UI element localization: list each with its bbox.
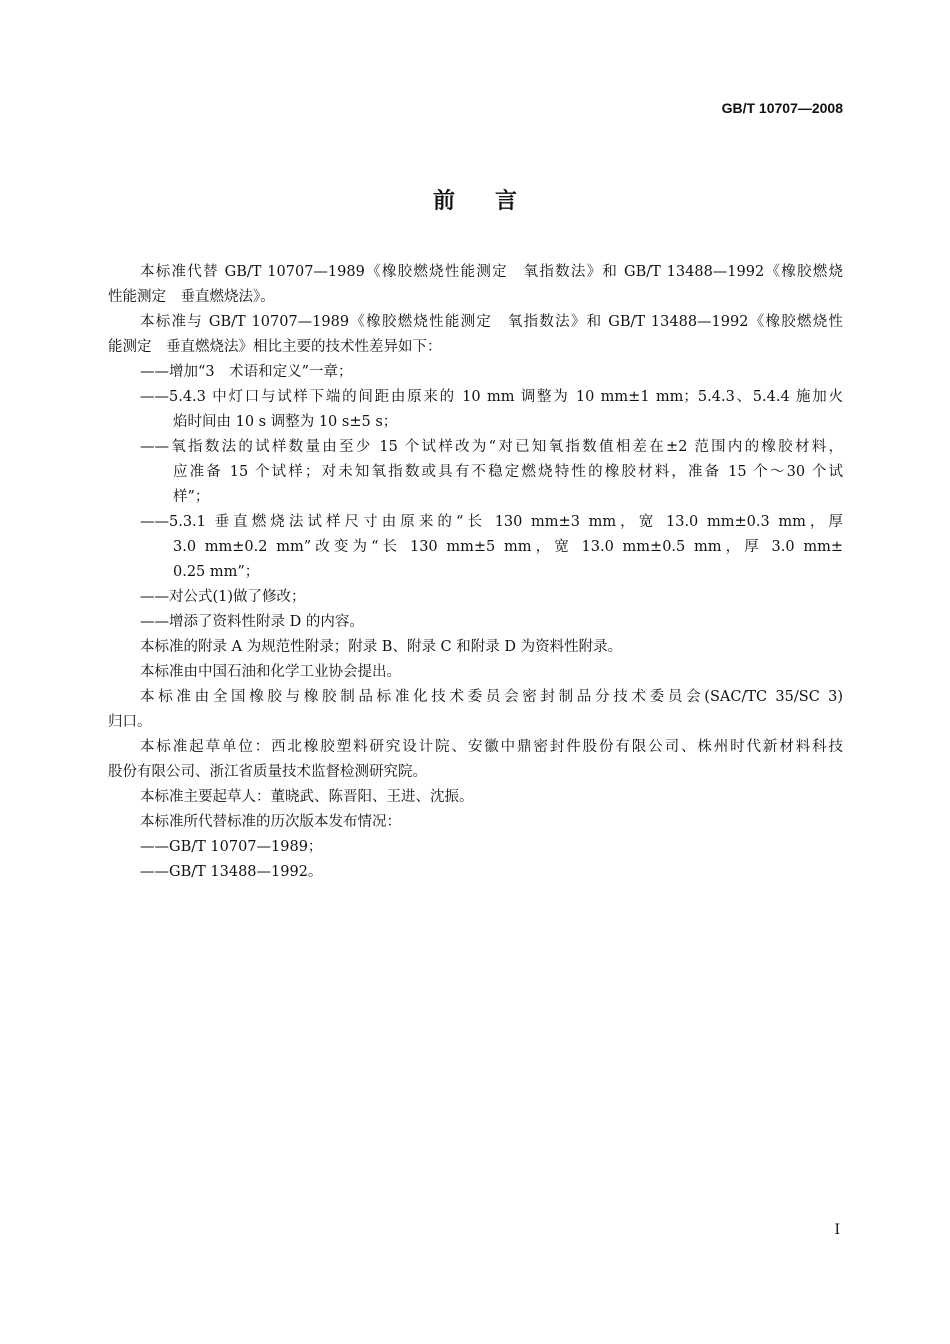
text-line: 本标准起草单位：西北橡胶塑料研究设计院、安徽中鼎密封件股份有限公司、株州时代新材料科技 <box>140 739 843 755</box>
text-line: ——对公式(1)做了修改； <box>140 589 306 605</box>
text-line: ——GB/T 10707—1989； <box>140 839 323 855</box>
paragraph <box>108 660 843 685</box>
list-item <box>108 385 843 435</box>
paragraph <box>108 735 843 785</box>
list-item <box>108 435 843 510</box>
page-number: I <box>834 1222 840 1238</box>
text-line: ——增加“3 术语和定义”一章； <box>140 364 353 380</box>
text-line: 归口。 <box>108 714 152 730</box>
text-line: ——GB/T 13488—1992。 <box>140 864 323 880</box>
text-line: 能测定 垂直燃烧法》相比主要的技术性差异如下： <box>108 339 442 355</box>
text-line: 本标准所代替标准的历次版本发布情况： <box>140 814 401 830</box>
text-line: 本标准由中国石油和化学工业协会提出。 <box>140 664 401 680</box>
text-line: ——氧指数法的试样数量由至少 15 个试样改为“对已知氧指数值相差在±2 范围内的橡胶材料， <box>140 439 843 455</box>
text-line: 本标准与 GB/T 10707—1989《橡胶燃烧性能测定 氧指数法》和 GB/T 13488—1992《橡胶燃烧性 <box>140 314 843 330</box>
text-line: 性能测定 垂直燃烧法》。 <box>108 289 275 305</box>
paragraph <box>108 785 843 810</box>
text-line: 本标准主要起草人：董晓武、陈晋阳、王进、沈振。 <box>140 789 474 805</box>
document-body <box>108 260 843 885</box>
paragraph <box>108 310 843 360</box>
text-line: 3.0 mm±0.2 mm”改变为“长 130 mm±5 mm，宽 13.0 mm±0.5 mm，厚 3.0 mm± <box>173 539 843 555</box>
page-title: 前言 <box>432 188 557 214</box>
text-line: 股份有限公司、浙江省质量技术监督检测研究院。 <box>108 764 427 780</box>
paragraph <box>108 685 843 735</box>
text-line: 本标准的附录 A 为规范性附录；附录 B、附录 C 和附录 D 为资料性附录。 <box>140 639 623 655</box>
text-line: ——增添了资料性附录 D 的内容。 <box>140 614 364 630</box>
text-line: ——5.3.1 垂直燃烧法试样尺寸由原来的“长 130 mm±3 mm，宽 13.0 mm±0.3 mm，厚 <box>140 514 843 530</box>
list-item <box>108 835 843 860</box>
text-line: 焰时间由 10 s 调整为 10 s±5 s； <box>173 414 398 430</box>
text-line: 本标准由全国橡胶与橡胶制品标准化技术委员会密封制品分技术委员会(SAC/TC 35/SC 3) <box>140 689 843 705</box>
text-line: 应准备 15 个试样；对未知氧指数或具有不稳定燃烧特性的橡胶材料，准备 15 个～30 个试 <box>173 464 843 480</box>
list-item <box>108 860 843 885</box>
paragraph <box>108 810 843 835</box>
paragraph <box>108 635 843 660</box>
paragraph <box>108 260 843 310</box>
text-line: ——5.4.3 中灯口与试样下端的间距由原来的 10 mm 调整为 10 mm±1 mm；5.4.3、5.4.4 施加火 <box>140 389 843 405</box>
text-line: 本标准代替 GB/T 10707—1989《橡胶燃烧性能测定 氧指数法》和 GB/T 13488—1992《橡胶燃烧 <box>140 264 843 280</box>
list-item <box>108 510 843 585</box>
list-item <box>108 360 843 385</box>
text-line: 0.25 mm”； <box>173 564 260 580</box>
list-item <box>108 585 843 610</box>
list-item <box>108 610 843 635</box>
document-number: GB/T 10707—2008 <box>721 100 843 116</box>
text-line: 样”； <box>173 489 210 505</box>
